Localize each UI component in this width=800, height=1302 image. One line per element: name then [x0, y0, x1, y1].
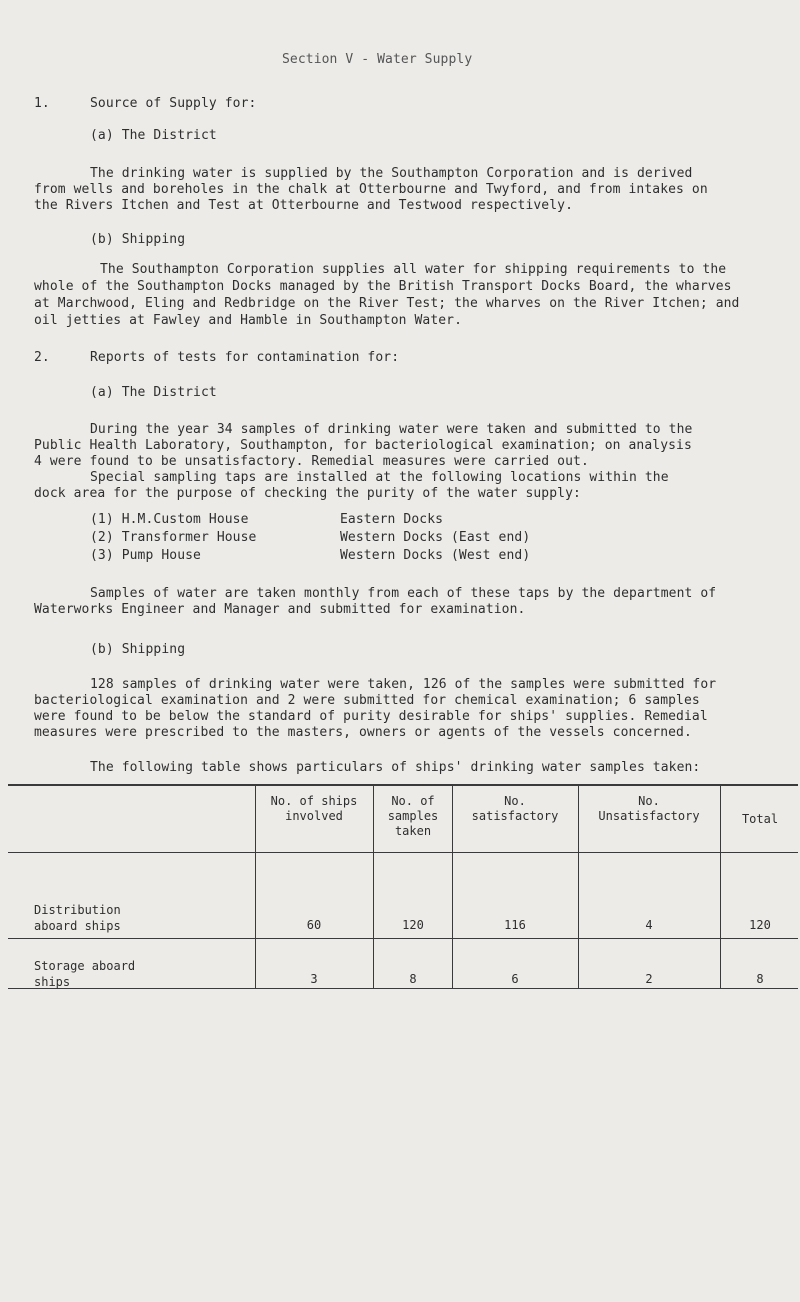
header-samples-taken: [374, 794, 452, 839]
header-total: [721, 812, 799, 827]
paragraph-line: The Southampton Corporation supplies all water for shipping requirements to the: [100, 262, 727, 277]
item1-a-label: (a) The District: [90, 128, 217, 143]
row-label-line: aboard ships: [34, 919, 121, 933]
item2-b-label: (b) Shipping: [90, 642, 186, 657]
item1-b-label: (b) Shipping: [90, 232, 186, 247]
table-cell: 3: [310, 972, 318, 986]
header-line: No.: [504, 794, 526, 808]
table-cell: 120: [402, 918, 424, 932]
paragraph-line: Waterworks Engineer and Manager and submitted for examination.: [34, 602, 526, 617]
paragraph-line: dock area for the purpose of checking the purity of the water supply:: [34, 486, 581, 501]
header-line: Unsatisfactory: [598, 809, 700, 823]
item1-heading: Source of Supply for:: [90, 96, 257, 111]
location-area: Western Docks (West end): [340, 548, 531, 563]
paragraph-line: 128 samples of drinking water were taken, 126 of the samples were submitted for: [90, 677, 717, 692]
paragraph-line: During the year 34 samples of drinking water were taken and submitted to the: [90, 422, 693, 437]
paragraph-line: 4 were found to be unsatisfactory. Remedial measures were carried out.: [34, 454, 589, 469]
header-line: No. of: [391, 794, 435, 808]
paragraph-line: bacteriological examination and 2 were submitted for chemical examination; 6 samples: [34, 693, 700, 708]
section-title: Section V - Water Supply: [282, 52, 473, 67]
paragraph-line: from wells and boreholes in the chalk at Otterbourne and Twyford, and from intakes on: [34, 182, 708, 197]
item2-a-label: (a) The District: [90, 385, 217, 400]
header-ships-involved: [256, 794, 372, 824]
table-cell: 8: [756, 972, 764, 986]
location-item: (1) H.M.Custom House: [90, 512, 249, 527]
header-unsatisfactory: [579, 794, 719, 824]
paragraph-line: Samples of water are taken monthly from each of these taps by the department of: [90, 586, 717, 601]
paragraph-line: were found to be below the standard of purity desirable for ships' supplies. Remedial: [34, 709, 708, 724]
table-cell: 60: [306, 918, 322, 932]
row-label-line: Storage aboard: [34, 959, 136, 973]
header-line: No.: [638, 794, 660, 808]
header-line: No. of ships: [270, 794, 358, 808]
location-item: (3) Pump House: [90, 548, 201, 563]
table-cell: 8: [409, 972, 417, 986]
row-label-distribution: [34, 902, 121, 934]
header-satisfactory: [453, 794, 577, 824]
table-cell: 120: [749, 918, 771, 932]
paragraph-line: measures were prescribed to the masters, owners or agents of the vessels concerned.: [34, 725, 692, 740]
row-label-line: Distribution: [34, 903, 121, 917]
table-cell: 116: [504, 918, 526, 932]
item2-heading: Reports of tests for contamination for:: [90, 350, 400, 365]
paragraph-line: at Marchwood, Eling and Redbridge on the River Test; the wharves on the River Itchen; and: [34, 296, 740, 311]
table-cell: 6: [511, 972, 519, 986]
table-cell: 2: [645, 972, 653, 986]
header-line: involved: [285, 809, 343, 823]
table-intro: The following table shows particulars of ships' drinking water samples taken:: [90, 760, 701, 775]
table-cell: 4: [645, 918, 653, 932]
row-label-line: ships: [34, 975, 71, 989]
row-label-storage: [34, 958, 135, 990]
table-top-rule: [8, 784, 798, 786]
header-line: Total: [741, 812, 779, 826]
paragraph-line: the Rivers Itchen and Test at Otterbourne and Testwood respectively.: [34, 198, 574, 213]
header-line: samples: [387, 809, 439, 823]
table-header-rule: [8, 852, 798, 853]
location-area: Eastern Docks: [340, 512, 444, 527]
location-item: (2) Transformer House: [90, 530, 257, 545]
header-line: taken: [394, 824, 432, 838]
item1-number: 1.: [34, 96, 50, 111]
table-row-rule: [8, 938, 798, 939]
paragraph-line: Special sampling taps are installed at the following locations within the: [90, 470, 669, 485]
paragraph-line: whole of the Southampton Docks managed by the British Transport Docks Board, the wharves: [34, 279, 732, 294]
paragraph-line: Public Health Laboratory, Southampton, for bacteriological examination; on analysis: [34, 438, 692, 453]
header-line: satisfactory: [471, 809, 559, 823]
item2-number: 2.: [34, 350, 50, 365]
location-area: Western Docks (East end): [340, 530, 531, 545]
paragraph-line: oil jetties at Fawley and Hamble in Southampton Water.: [34, 313, 463, 328]
paragraph-line: The drinking water is supplied by the Southampton Corporation and is derived: [90, 166, 693, 181]
